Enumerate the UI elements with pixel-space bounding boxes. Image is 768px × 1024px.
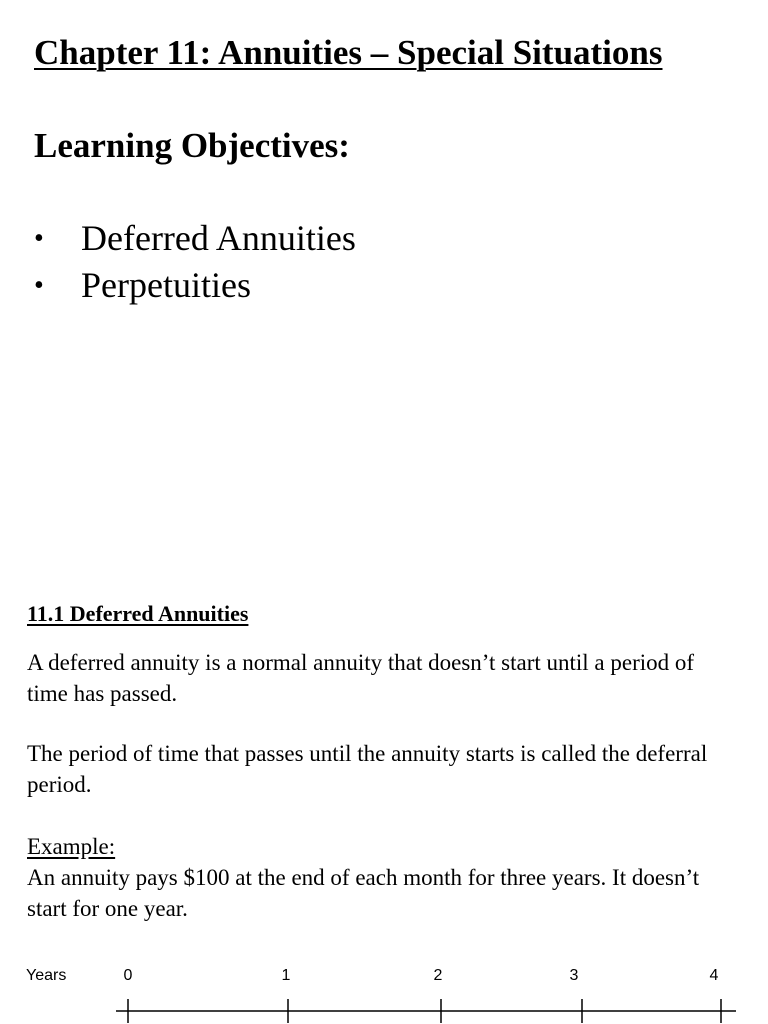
chapter-title: Chapter 11: Annuities – Special Situations bbox=[34, 33, 663, 72]
section-heading: 11.1 Deferred Annuities bbox=[27, 601, 249, 626]
deferral-period-paragraph: The period of time that passes until the annuity starts is called the deferral period. bbox=[27, 741, 708, 797]
timeline-tick-label: 1 bbox=[281, 967, 291, 984]
timeline-axis-label: Years bbox=[26, 967, 67, 984]
objective-item-deferred-annuities bbox=[34, 215, 356, 262]
timeline-tick-label: 3 bbox=[569, 967, 579, 984]
definition-paragraph: A deferred annuity is a normal annuity that doesn’t start until a period of time has passed. bbox=[27, 650, 695, 706]
bullet-icon: • bbox=[34, 223, 44, 254]
objective-item-label: Perpetuities bbox=[81, 265, 251, 305]
learning-objectives-heading: Learning Objectives: bbox=[34, 126, 350, 165]
timeline-tick-label: 2 bbox=[433, 967, 443, 984]
objective-item-label: Deferred Annuities bbox=[81, 218, 356, 258]
timeline-axis bbox=[0, 960, 768, 1024]
objective-item-perpetuities bbox=[34, 262, 356, 309]
bullet-icon: • bbox=[34, 270, 44, 301]
timeline-tick-label: 4 bbox=[709, 967, 719, 984]
example-paragraph: An annuity pays $100 at the end of each month for three years. It doesn’t start for one year. bbox=[27, 865, 700, 921]
timeline-tick-label: 0 bbox=[123, 967, 133, 984]
learning-objectives-list bbox=[34, 215, 356, 309]
example-label: Example: bbox=[27, 834, 116, 859]
timeline bbox=[0, 960, 768, 1024]
